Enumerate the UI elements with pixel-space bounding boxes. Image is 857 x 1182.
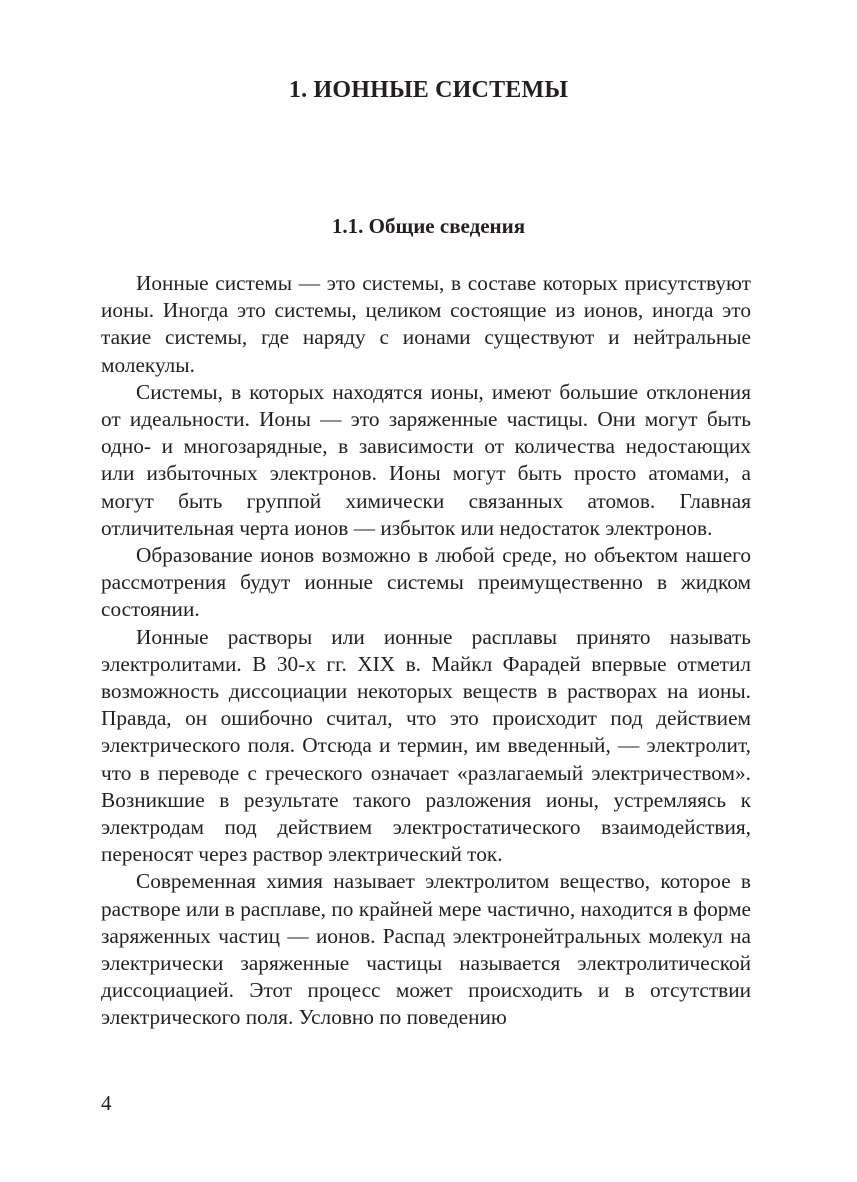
paragraph: Образование ионов возможно в любой среде, но объектом нашего рассмотрения будут ионные системы преимущественно в жидком состоянии. [101,543,751,622]
paragraph: Современная химия называет электролитом вещество, которое в растворе или в расплаве, по крайней мере частично, находится в форме заряженных частиц — ионов. Распад электронейтральных молекул на электрически заряженные частицы называется электролитической диссоциацией. Этот процесс может происходить и в отсутствии электрического поля. Условно по поведению [101,869,751,1030]
body-text [101,270,751,1032]
paragraph: Ионные растворы или ионные расплавы принято называть электролитами. В 30-х гг. XIX в. Майкл Фарадей впервые отметил возможность диссоциации некоторых веществ в растворах на ионы. Правда, он ошибочно считал, что это происходит под действием электрического поля. Отсюда и термин, им введенный, — электролит, что в переводе с греческого означает «разлагаемый электричеством». Возникшие в результате такого разложения ионы, устремляясь к электродам под действием электростатического взаимодействия, переносят через раствор электрический ток. [101,624,751,867]
chapter-title: 1. ИОННЫЕ СИСТЕМЫ [288,77,569,103]
paragraph: Ионные системы — это системы, в составе которых присутствуют ионы. Иногда это системы, целиком состоящие из ионов, иногда это такие системы, где наряду с ионами существуют и нейтральные молекулы. [101,271,751,377]
page-number: 4 [101,1091,112,1115]
paragraph: Системы, в которых находятся ионы, имеют большие отклонения от идеальности. Ионы — это заряженные частицы. Они могут быть одно- и многозарядные, в зависимости от количества недостающих или избыточных электронов. Ионы могут быть просто атомами, а могут быть группой химически связанных атомов. Главная отличительная черта ионов — избыток или недостаток электронов. [101,379,751,540]
section-title: 1.1. Общие сведения [331,214,526,238]
